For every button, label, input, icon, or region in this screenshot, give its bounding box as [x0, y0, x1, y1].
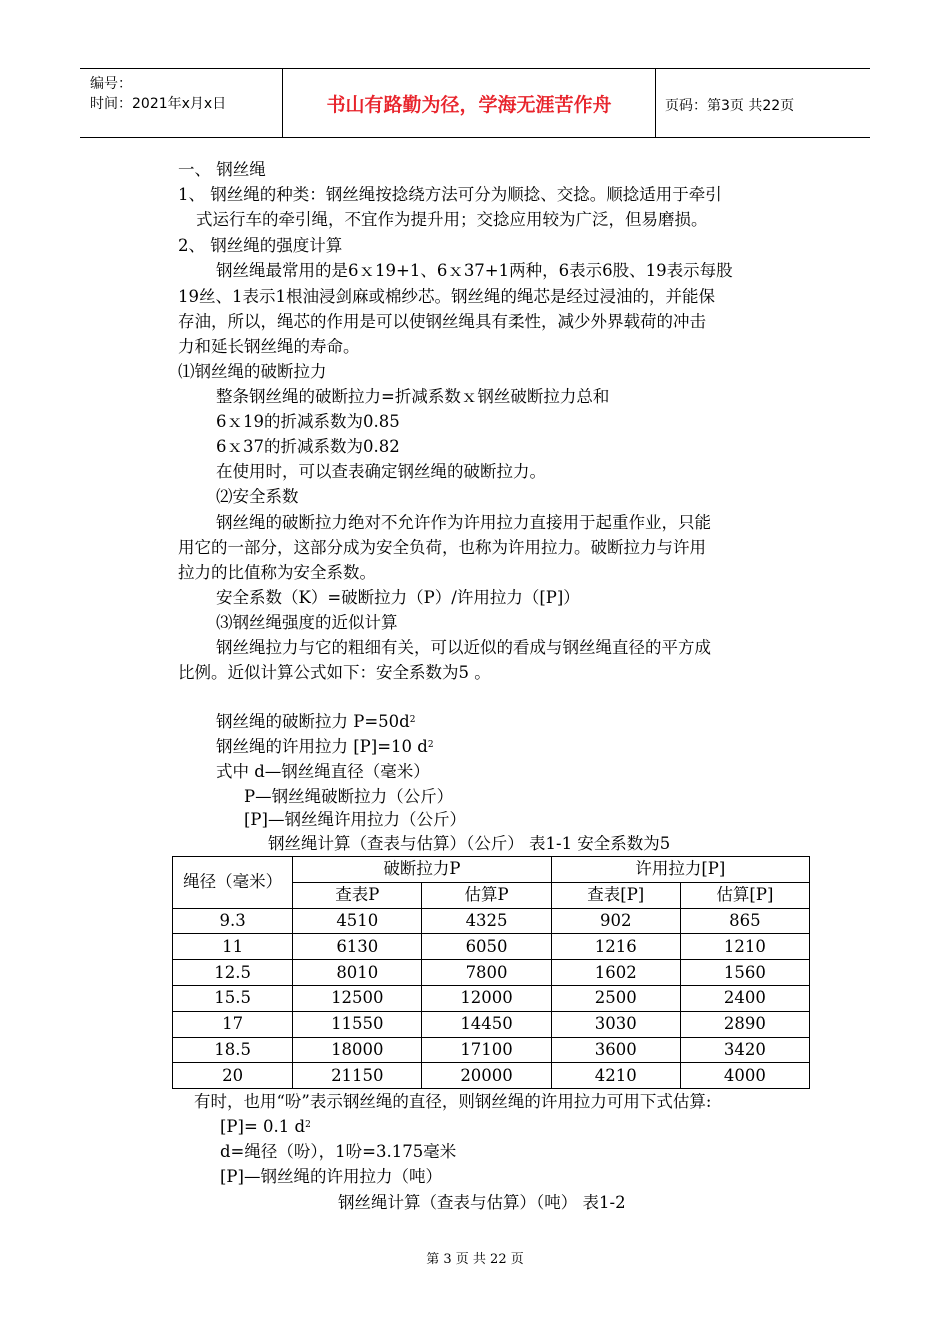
- table-cell: 12000: [422, 985, 551, 1011]
- header-meta: [80, 69, 280, 137]
- subsection-title: ⑴钢丝绳的破断拉力: [178, 362, 327, 381]
- table-header-break: 破断拉力P: [293, 857, 552, 883]
- table-cell: 6050: [422, 934, 551, 960]
- subsection-title: 2、 钢丝绳的强度计算: [178, 236, 343, 255]
- paragraph-line: 6ｘ19的折减系数为0.85: [216, 412, 400, 431]
- table-header-lookup-ap: 查表[P]: [551, 882, 680, 908]
- paragraph-line: 拉力的比值称为安全系数。: [178, 563, 376, 582]
- paragraph-line: 存油，所以，绳芯的作用是可以使钢丝绳具有柔性，减少外界载荷的冲击: [178, 312, 706, 331]
- table-cell: 17: [173, 1011, 293, 1037]
- page-header: [80, 68, 870, 138]
- formula-line: [216, 711, 415, 733]
- table-cell: 2400: [680, 985, 809, 1011]
- formula-text: 钢丝绳的许用拉力 [P]=10 d: [216, 737, 428, 756]
- table-cell: 2890: [680, 1011, 809, 1037]
- paragraph-line: 比例。近似计算公式如下：安全系数为5 。: [178, 663, 491, 682]
- table-cell: 3030: [551, 1011, 680, 1037]
- table-cell: 4210: [551, 1063, 680, 1089]
- paragraph-line: [P]—钢丝绳许用拉力（公斤）: [244, 810, 466, 829]
- table-cell: 21150: [293, 1063, 422, 1089]
- paragraph-line: 6ｘ37的折减系数为0.82: [216, 437, 400, 456]
- paragraph-line: 有时，也用“吩”表示钢丝绳的直径，则钢丝绳的许用拉力可用下式估算:: [194, 1092, 712, 1111]
- table-row: [173, 1011, 810, 1037]
- table-cell: 6130: [293, 934, 422, 960]
- table-row: [173, 934, 810, 960]
- paragraph-line: d=绳径（吩），1吩=3.175毫米: [220, 1142, 457, 1161]
- table-cell: 20: [173, 1063, 293, 1089]
- table-caption: 钢丝绳计算（查表与估算）（吨） 表1-2: [338, 1193, 626, 1212]
- table-header-lookup-p: 查表P: [293, 882, 422, 908]
- page-footer: 第 3 页 共 22 页: [426, 1252, 524, 1267]
- table-header-diameter: 绳径（毫米）: [173, 857, 293, 909]
- table-header-est-p: 估算P: [422, 882, 551, 908]
- header-motto: 书山有路勤为径，学海无涯苦作舟: [282, 69, 656, 137]
- table-header-est-ap: 估算[P]: [680, 882, 809, 908]
- table-row: [173, 1037, 810, 1063]
- table-cell: 1216: [551, 934, 680, 960]
- table-cell: 11550: [293, 1011, 422, 1037]
- paragraph-line: 在使用时，可以查表确定钢丝绳的破断拉力。: [216, 462, 546, 481]
- formula-exponent: 2: [427, 740, 434, 750]
- table-cell: 1560: [680, 960, 809, 986]
- table-cell: 865: [680, 908, 809, 934]
- formula-exponent: 2: [409, 715, 416, 725]
- paragraph-line: 1、 钢丝绳的种类：钢丝绳按捻绕方法可分为顺捻、交捻。顺捻适用于牵引: [178, 185, 722, 204]
- formula-text: [P]= 0.1 d: [220, 1117, 306, 1136]
- table-row: [173, 908, 810, 934]
- formula-exponent: 2: [305, 1120, 311, 1130]
- paragraph-line: 钢丝绳最常用的是6ｘ19+1、6ｘ37+1两种，6表示6股、19表示每股: [216, 261, 733, 280]
- table-cell: 9.3: [173, 908, 293, 934]
- table-cell: 15.5: [173, 985, 293, 1011]
- paragraph-line: P—钢丝绳破断拉力（公斤）: [244, 787, 454, 806]
- table-cell: 1210: [680, 934, 809, 960]
- table-cell: 12.5: [173, 960, 293, 986]
- table-caption: 钢丝绳计算（查表与估算）（公斤） 表1-1 安全系数为5: [268, 834, 671, 853]
- paragraph-line: 钢丝绳拉力与它的粗细有关，可以近似的看成与钢丝绳直径的平方成: [216, 638, 711, 657]
- formula-line: [216, 736, 434, 758]
- paragraph-line: 式运行车的牵引绳，不宜作为提升用；交捻应用较为广泛，但易磨损。: [196, 210, 708, 229]
- section-title: 一、 钢丝绳: [178, 160, 266, 179]
- table-cell: 18.5: [173, 1037, 293, 1063]
- doc-date-label: 时间：2021年x月x日: [90, 96, 227, 112]
- table-cell: 3600: [551, 1037, 680, 1063]
- table-cell: 1602: [551, 960, 680, 986]
- table-cell: 8010: [293, 960, 422, 986]
- table-cell: 20000: [422, 1063, 551, 1089]
- paragraph-line: 式中 d—钢丝绳直径（毫米）: [216, 762, 430, 781]
- table-cell: 4510: [293, 908, 422, 934]
- table-cell: 2500: [551, 985, 680, 1011]
- header-page-label: 页码：第3页 共22页: [665, 98, 795, 114]
- table-row: [173, 960, 810, 986]
- table-cell: 14450: [422, 1011, 551, 1037]
- formula-text: 钢丝绳的破断拉力 P=50d: [216, 712, 410, 731]
- table-cell: 902: [551, 908, 680, 934]
- table-cell: 4325: [422, 908, 551, 934]
- doc-number-label: 编号：: [90, 76, 132, 92]
- table-row: [173, 1063, 810, 1089]
- table-row: [173, 985, 810, 1011]
- subsection-title: ⑶钢丝绳强度的近似计算: [216, 613, 398, 632]
- table-cell: 18000: [293, 1037, 422, 1063]
- table-cell: 12500: [293, 985, 422, 1011]
- formula-line: 整条钢丝绳的破断拉力=折减系数ｘ钢丝破断拉力总和: [216, 387, 610, 406]
- table-cell: 11: [173, 934, 293, 960]
- wire-rope-table-kg: [172, 856, 810, 1089]
- paragraph-line: 力和延长钢丝绳的寿命。: [178, 337, 360, 356]
- table-cell: 3420: [680, 1037, 809, 1063]
- table-cell: 17100: [422, 1037, 551, 1063]
- paragraph-line: [P]—钢丝绳的许用拉力（吨）: [220, 1167, 442, 1186]
- formula-line: 安全系数（K）=破断拉力（P）/许用拉力（[P]）: [216, 588, 580, 607]
- table-cell: 4000: [680, 1063, 809, 1089]
- formula-line: [220, 1116, 311, 1138]
- table-cell: 7800: [422, 960, 551, 986]
- paragraph-line: 钢丝绳的破断拉力绝对不允许作为许用拉力直接用于起重作业，只能: [216, 513, 711, 532]
- table-header-allow: 许用拉力[P]: [551, 857, 809, 883]
- paragraph-line: 用它的一部分，这部分成为安全负荷，也称为许用拉力。破断拉力与许用: [178, 538, 706, 557]
- paragraph-line: 19丝、1表示1根油浸剑麻或棉纱芯。钢丝绳的绳芯是经过浸油的，并能保: [178, 287, 715, 306]
- subsection-title: ⑵安全系数: [216, 487, 299, 506]
